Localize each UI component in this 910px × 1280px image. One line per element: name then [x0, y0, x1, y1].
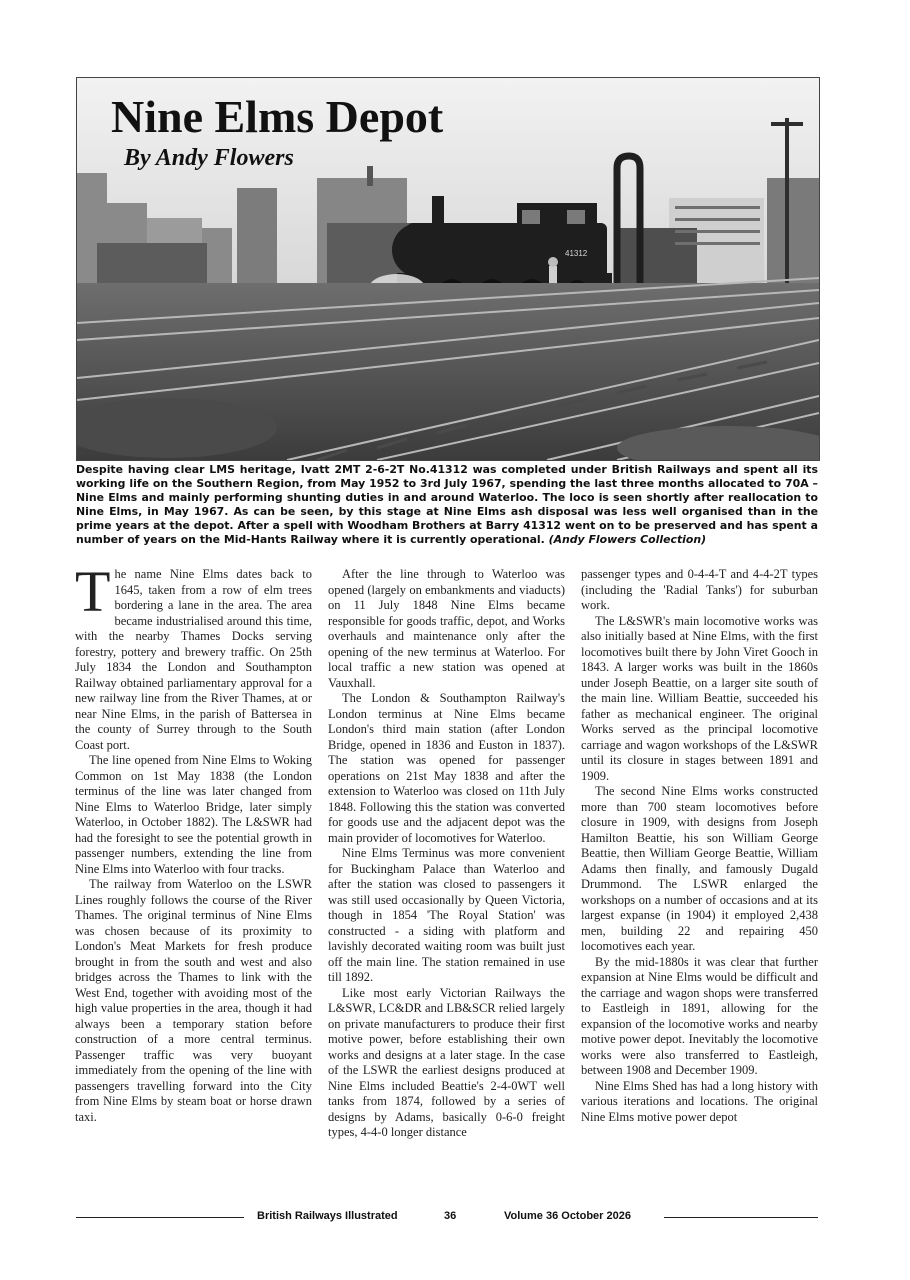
body-column-1: [75, 559, 312, 1125]
loco-number-plate: 41312: [565, 249, 588, 258]
article-author: By Andy Flowers: [124, 145, 294, 171]
publication-name: British Railways Illustrated: [257, 1210, 398, 1222]
caption-credit: (Andy Flowers Collection): [548, 533, 707, 547]
page-footer: [76, 1210, 818, 1226]
paragraph: The railway from Waterloo on the LSWR Lines roughly follows the course of the River Thames. The original terminus of Nine Elms was chosen because of its proximity to London's Meat Markets for fresh produce brought in from the south and west and also bridges across the Thames to link with the West End, together with avoiding most of the high value properties in the area, though it had always been a temporary station before construction of a more central terminus. Passenger traffic was very buoyant immediately from the opening of the line with passengers travelling forward into the City from Nine Elms by steam boat or horse drawn taxi.: [75, 877, 312, 1124]
paragraph-text: he name Nine Elms dates back to 1645, taken from a row of elm trees bordering a lane in the area. The area became industrialised around this time, with the nearby Thames Docks serving forestry, pottery and brewery traffic. On 25th July 1834 the London and Southampton Railway obtained parliamentary approval for a new railway line from the River Thames, at or near Nine Elms, in the parish of Battersea in the county of Surrey through to the South Coast port.: [75, 567, 312, 752]
paragraph: Like most early Victorian Railways the L&SWR, LC&DR and LB&SCR relied largely on private manufacturers to produce their first motive power, before establishing their own works and designs at a later stage. In the case of the LSWR the earliest designs produced at Nine Elms included Beattie's 2-4-0WT well tanks from 1874, followed by a series of designs by Adams, basically 0-6-0 freight types, 4-4-0 longer distance: [328, 985, 565, 1139]
paragraph: The line opened from Nine Elms to Woking Common on 1st May 1838 (the London terminus of the line was later changed from Nine Elms to Waterloo Bridge, later simply Waterloo, in October 1882). The L&SWR had had the foresight to see the potential growth in passenger numbers, extending the line from Nine Elms into Waterloo with four tracks.: [75, 753, 312, 876]
paragraph: [75, 559, 312, 753]
footer-rule-left: [76, 1217, 244, 1218]
body-column-3: [581, 567, 818, 1125]
page-number: 36: [444, 1210, 457, 1222]
paragraph: The London & Southampton Railway's London terminus at Nine Elms became London's third main station (after London Bridge, opened in 1836 and Euston in 1837). The station was opened for passenger operations on 21st May 1838 and after the extension to Waterloo was closed on 11th July 1848. Following this the station was converted for goods use and the adjacent depot was the main provider of locomotives for Waterloo.: [328, 691, 565, 845]
drop-cap: T: [75, 559, 111, 624]
paragraph: The L&SWR's main locomotive works was also initially based at Nine Elms, with the first locomotives built there by John Viret Gooch in 1843. A larger works was built in the 1860s under Joseph Beattie, on a larger site south of the main line. William Beattie, succeeded his father as mechanical engineer. The original Works served as the principal locomotive carriage and wagon workshops of the L&SWR until its closure in stages between 1891 and 1909.: [581, 613, 818, 783]
paragraph: Nine Elms Terminus was more convenient for Buckingham Palace than Waterloo and after the station was closed to passengers it was still used occasionally by Queen Victoria, though in 1854 'The Royal Station' was constructed - a siding with platform and lavishly decorated waiting room was built just off the main line. The station remained in use till 1892.: [328, 846, 565, 984]
paragraph: Nine Elms Shed has had a long history with various iterations and locations. The original Nine Elms motive power depot: [581, 1078, 818, 1124]
paragraph: The second Nine Elms works constructed more than 700 steam locomotives before closure in 1909, with designs from Joseph Hamilton Beattie, his son William George Beattie, then William George Beattie, William Adams then finally, and famously Dugald Drummond. The LSWR enlarged the workshops on a number of occasions and at its largest expanse (in 1904) it employed 2,438 men, building 22 and repairing 450 locomotives each year.: [581, 784, 818, 953]
body-column-2: [328, 567, 565, 1141]
paragraph: After the line through to Waterloo was opened (largely on embankments and viaducts) on 11 July 1848 Nine Elms became responsible for goods traffic, depot, and Works overhauls and maintenance only after the opening of the new terminus at Waterloo. For local traffic a new station was opened at Vauxhall.: [328, 567, 565, 690]
lead-photo: [76, 77, 820, 461]
footer-rule-right: [664, 1217, 818, 1218]
paragraph: By the mid-1880s it was clear that further expansion at Nine Elms would be difficult and the carriage and wagon shops were transferred to Eastleigh in 1891, allowing for the expansion of the locomotive works and nearby motive power depot. Inevitably the locomotive works were also transferred to Eastleigh, between 1908 and December 1909.: [581, 954, 818, 1077]
photo-caption: [76, 463, 818, 548]
paragraph: passenger types and 0-4-4-T and 4-4-2T types (including the 'Radial Tanks') for suburban work.: [581, 567, 818, 612]
caption-text: Despite having clear LMS heritage, Ivatt 2MT 2-6-2T No.41312 was completed under British Railways and spent all its working life on the Southern Region, from May 1952 to 3rd July 1967, spending the last three months allocated to 70A – Nine Elms and mainly performing shunting duties in and around Waterloo. The loco is seen shortly after reallocation to Nine Elms, in May 1967. As can be seen, by this stage at Nine Elms ash disposal was less well organised than in the prime years at the depot. After a spell with Woodham Brothers at Barry 41312 went on to be preserved and has spent a number of years on the Mid-Hants Railway where it is currently operational.: [76, 463, 818, 547]
article-title: Nine Elms Depot: [111, 91, 444, 142]
issue-info: Volume 36 October 2026: [504, 1210, 631, 1222]
